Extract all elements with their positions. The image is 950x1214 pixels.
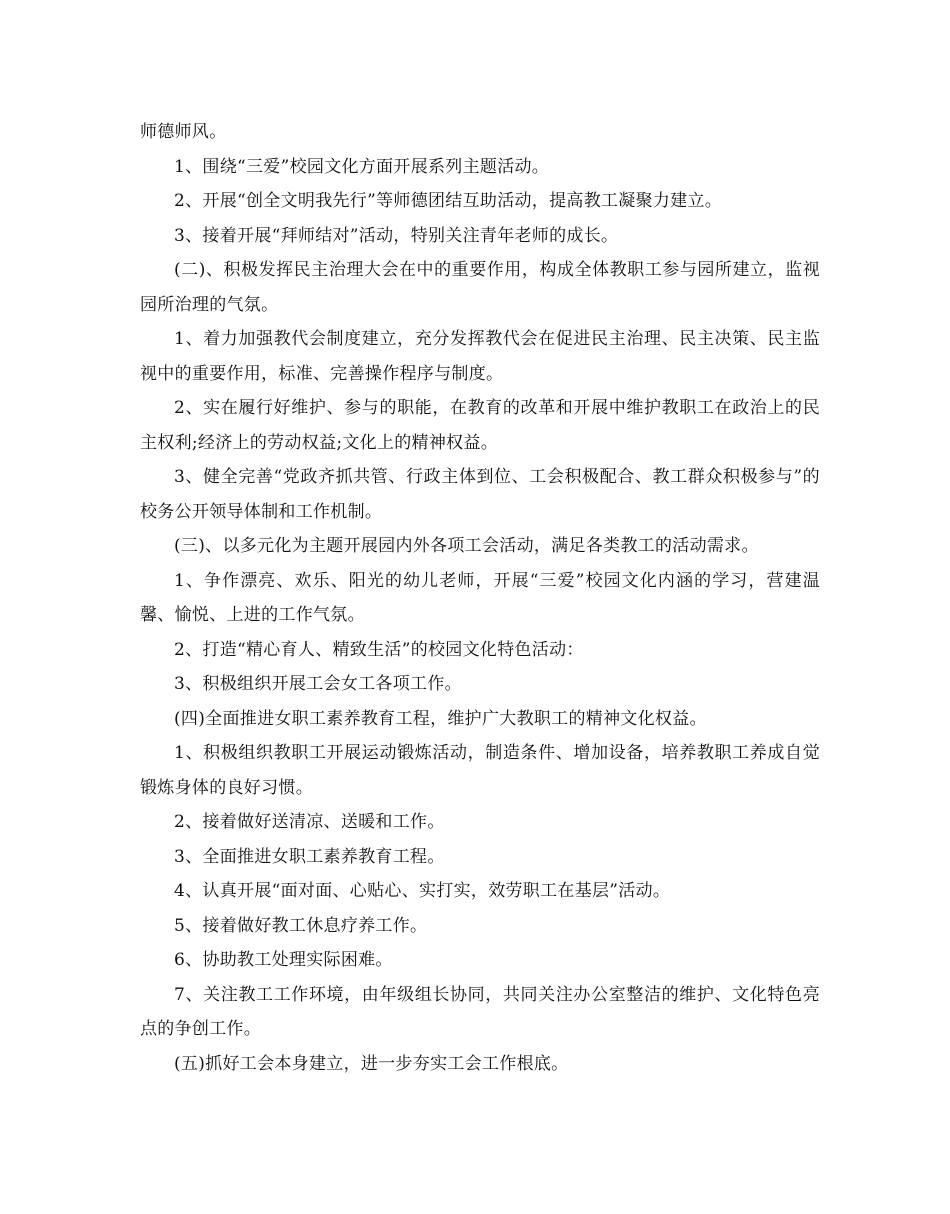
paragraph-item: 1、着力加强教代会制度建立，充分发挥教代会在促进民主治理、民主决策、民主监视中的重要作用，标准、完善操作程序与制度。 <box>140 329 820 384</box>
paragraph-item: 7、关注教工工作环境，由年级组长协同，共同关注办公室整洁的维护、文化特色亮点的争创工作。 <box>140 984 820 1039</box>
paragraph-item: 2、开展“创全文明我先行”等师德团结互助活动，提高教工凝聚力建立。 <box>174 191 723 211</box>
paragraph-item: 2、接着做好送清凉、送暖和工作。 <box>174 812 445 832</box>
section-heading-2: (二)、积极发挥民主治理大会在中的重要作用，构成全体教职工参与园所建立，监视园所治理的气氛。 <box>140 260 820 315</box>
paragraph-item: 6、协助教工处理实际困难。 <box>174 950 393 970</box>
paragraph-item: 3、接着开展“拜师结对”活动，特别关注青年老师的成长。 <box>174 225 619 246</box>
paragraph-item: 1、争作漂亮、欢乐、阳光的幼儿老师，开展“三爱”校园文化内涵的学习，营建温馨、愉悦、上进的工作气氛。 <box>140 570 820 625</box>
section-heading-5: (五)抓好工会本身建立，进一步夯实工会工作根底。 <box>174 1053 569 1074</box>
paragraph-intro-tail: 师德师风。 <box>140 122 227 142</box>
paragraph-item: 1、围绕“三爱”校园文化方面开展系列主题活动。 <box>174 156 550 177</box>
section-heading-4: (四)全面推进女职工素养教育工程，维护广大教职工的精神文化权益。 <box>174 708 707 729</box>
paragraph-item: 4、认真开展“面对面、心贴心、实打实，效劳职工在基层”活动。 <box>174 881 671 901</box>
document-body <box>140 115 820 1081</box>
section-heading-3: (三)、以多元化为主题开展园内外各项工会活动，满足各类教工的活动需求。 <box>174 536 759 556</box>
paragraph-item: 3、全面推进女职工素养教育工程。 <box>174 846 445 867</box>
paragraph-item: 5、接着做好教工休息疗养工作。 <box>174 915 428 936</box>
paragraph-item: 3、积极组织开展工会女工各项工作。 <box>174 674 462 694</box>
paragraph-item: 2、打造“精心育人、精致生活”的校园文化特色活动： <box>174 639 584 660</box>
paragraph-item: 3、健全完善“党政齐抓共管、行政主体到位、工会积极配合、教工群众积极参与”的校务公开领导体制和工作机制。 <box>140 467 820 522</box>
paragraph-item: 1、积极组织教职工开展运动锻炼活动，制造条件、增加设备，培养教职工养成自觉锻炼身体的良好习惯。 <box>140 743 820 798</box>
paragraph-item: 2、实在履行好维护、参与的职能，在教育的改革和开展中维护教职工在政治上的民主权利;经济上的劳动权益;文化上的精神权益。 <box>140 398 820 453</box>
